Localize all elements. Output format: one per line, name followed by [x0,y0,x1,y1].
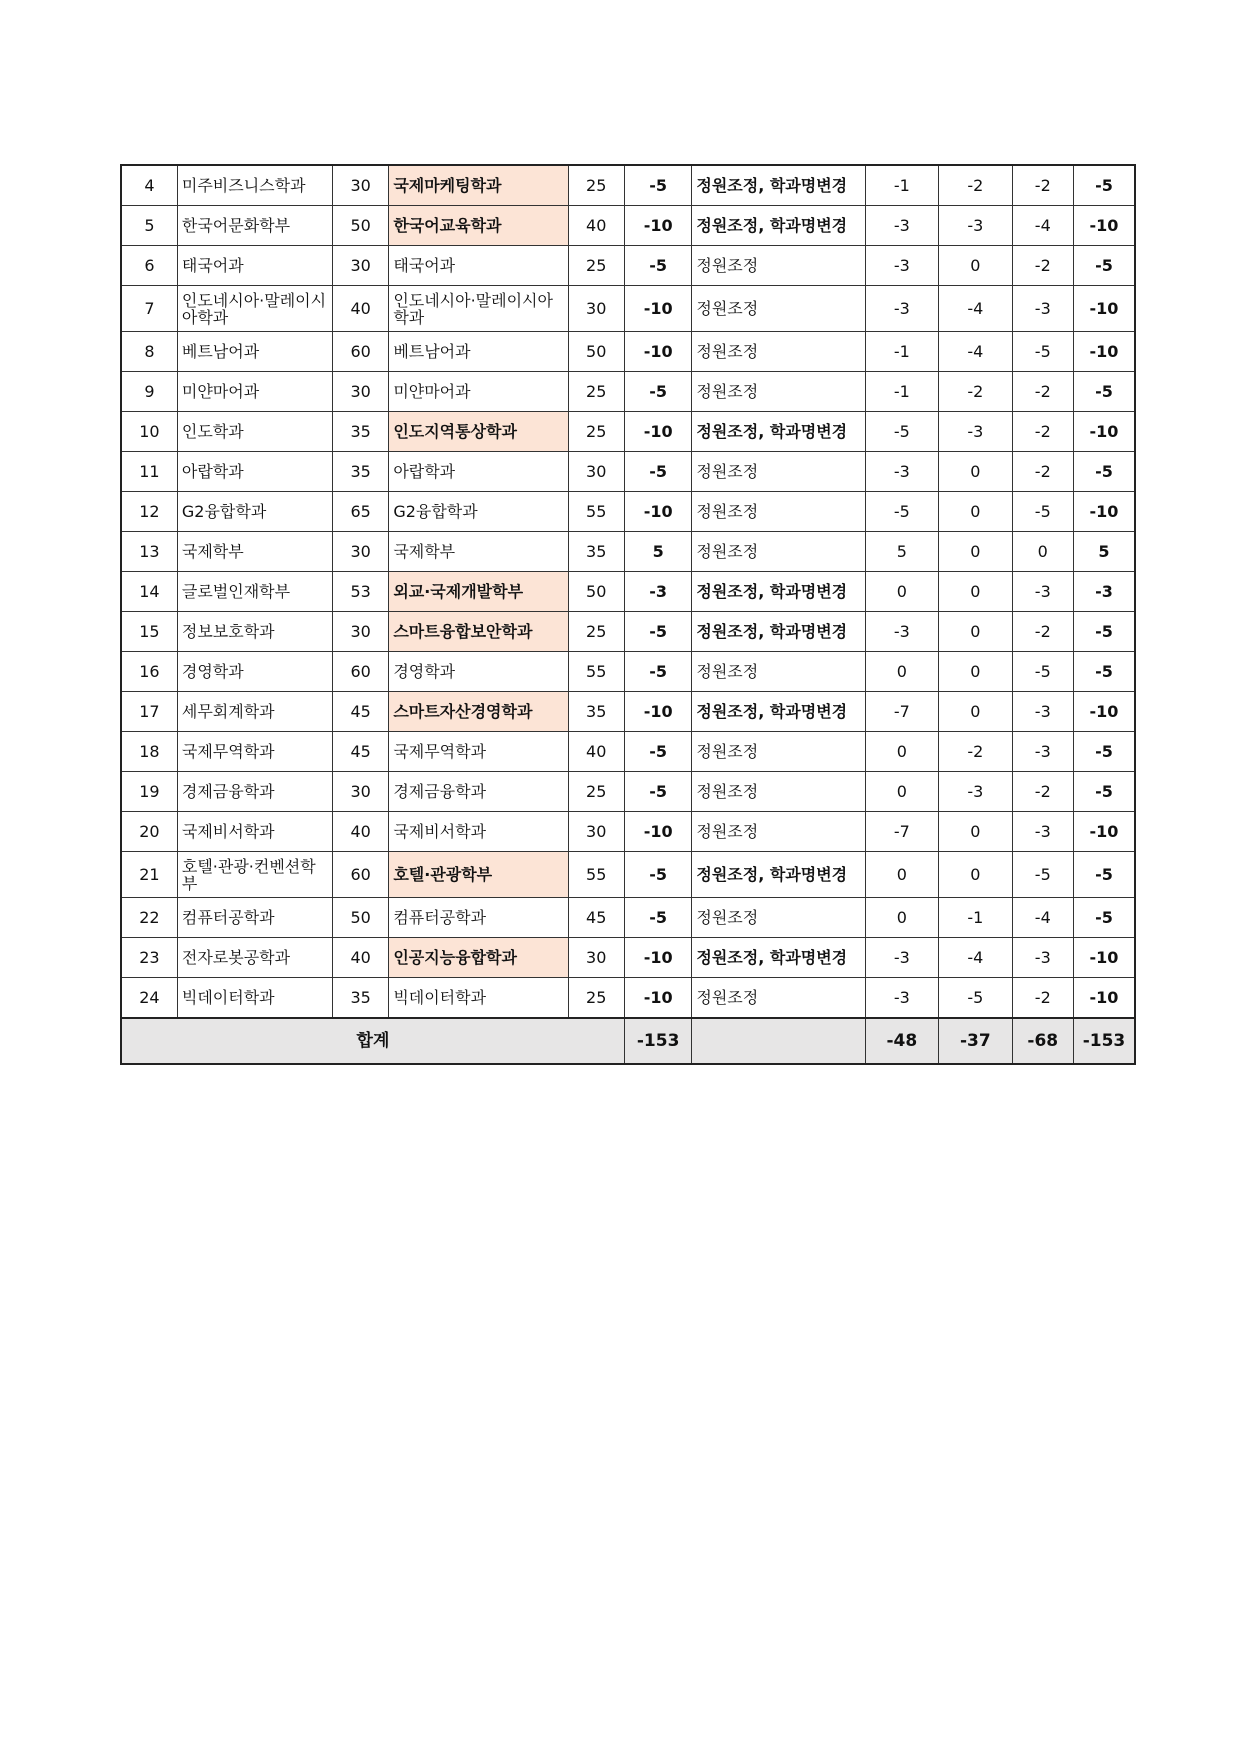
row-number: 11 [121,452,177,492]
sum-change: -10 [1073,938,1135,978]
quota-difference: -5 [624,772,691,812]
quota-difference: -10 [624,812,691,852]
year1-change: 0 [865,732,939,772]
new-dept-name: 인도지역통상학과 [389,412,568,452]
row-number: 16 [121,652,177,692]
year1-change: -3 [865,612,939,652]
year3-change: -5 [1012,492,1073,532]
change-note: 정원조정 [692,772,865,812]
year3-change: -3 [1012,812,1073,852]
current-quota: 40 [332,938,388,978]
sum-change: 5 [1073,532,1135,572]
new-dept-name: 국제학부 [389,532,568,572]
new-quota: 35 [568,692,624,732]
change-note: 정원조정 [692,372,865,412]
year1-change: -3 [865,452,939,492]
sum-change: -10 [1073,332,1135,372]
year2-change: -1 [939,898,1013,938]
year1-change: -3 [865,206,939,246]
change-note: 정원조정 [692,286,865,332]
sum-change: -5 [1073,372,1135,412]
year1-change: -1 [865,165,939,206]
year2-change: -2 [939,165,1013,206]
table-row [121,772,1135,812]
row-number: 8 [121,332,177,372]
current-dept-name: 한국어문화학부 [177,206,332,246]
table-row [121,165,1135,206]
quota-difference: -10 [624,332,691,372]
year1-change: -1 [865,332,939,372]
quota-difference: -10 [624,206,691,246]
sum-change: -10 [1073,812,1135,852]
year1-change: -7 [865,812,939,852]
year3-change: -2 [1012,452,1073,492]
current-dept-name: 호텔·관광·컨벤션학부 [177,852,332,898]
new-quota: 25 [568,246,624,286]
new-dept-name: 컴퓨터공학과 [389,898,568,938]
change-note: 정원조정, 학과명변경 [692,165,865,206]
year2-change: 0 [939,492,1013,532]
table-row [121,206,1135,246]
year1-change: -5 [865,492,939,532]
new-quota: 25 [568,612,624,652]
quota-difference: -10 [624,412,691,452]
year2-change: 0 [939,652,1013,692]
year1-change: -3 [865,938,939,978]
year1-change: 0 [865,852,939,898]
sum-change: -10 [1073,206,1135,246]
change-note: 정원조정 [692,246,865,286]
year1-change: -7 [865,692,939,732]
quota-difference: -5 [624,652,691,692]
row-number: 18 [121,732,177,772]
year2-change: 0 [939,532,1013,572]
table-row [121,652,1135,692]
current-quota: 45 [332,732,388,772]
sum-change: -10 [1073,978,1135,1019]
year3-change: -5 [1012,652,1073,692]
current-quota: 35 [332,452,388,492]
new-quota: 55 [568,852,624,898]
row-number: 5 [121,206,177,246]
current-dept-name: 전자로봇공학과 [177,938,332,978]
current-quota: 30 [332,532,388,572]
row-number: 21 [121,852,177,898]
current-quota: 53 [332,572,388,612]
year1-change: 0 [865,652,939,692]
sum-change: -5 [1073,652,1135,692]
new-dept-name: 국제무역학과 [389,732,568,772]
change-note: 정원조정 [692,732,865,772]
table-row [121,452,1135,492]
current-quota: 40 [332,812,388,852]
new-quota: 30 [568,452,624,492]
row-number: 12 [121,492,177,532]
new-dept-name: 인공지능융합학과 [389,938,568,978]
table-body [121,165,1135,1018]
year3-change: -3 [1012,732,1073,772]
year2-change: 0 [939,246,1013,286]
new-quota: 30 [568,812,624,852]
year3-change: -5 [1012,852,1073,898]
table-row [121,852,1135,898]
current-dept-name: 태국어과 [177,246,332,286]
total-year2: -37 [939,1018,1013,1064]
table-row [121,978,1135,1019]
new-dept-name: 빅데이터학과 [389,978,568,1019]
current-dept-name: 미얀마어과 [177,372,332,412]
year1-change: -3 [865,286,939,332]
new-quota: 25 [568,772,624,812]
table-row [121,246,1135,286]
quota-difference: -5 [624,372,691,412]
current-dept-name: 인도학과 [177,412,332,452]
sum-change: -10 [1073,286,1135,332]
current-dept-name: 정보보호학과 [177,612,332,652]
new-dept-name: 호텔·관광학부 [389,852,568,898]
change-note: 정원조정 [692,452,865,492]
year1-change: -1 [865,372,939,412]
sum-change: -5 [1073,246,1135,286]
year3-change: -2 [1012,412,1073,452]
change-note: 정원조정 [692,532,865,572]
change-note: 정원조정, 학과명변경 [692,938,865,978]
current-dept-name: 경영학과 [177,652,332,692]
current-dept-name: 빅데이터학과 [177,978,332,1019]
sum-change: -5 [1073,452,1135,492]
sum-change: -10 [1073,412,1135,452]
table-row [121,372,1135,412]
total-label: 합계 [121,1018,624,1064]
table-row [121,898,1135,938]
sum-change: -5 [1073,165,1135,206]
current-quota: 35 [332,978,388,1019]
quota-difference: 5 [624,532,691,572]
new-quota: 30 [568,286,624,332]
current-quota: 30 [332,372,388,412]
year3-change: -4 [1012,206,1073,246]
total-year1: -48 [865,1018,939,1064]
row-number: 17 [121,692,177,732]
new-dept-name: 태국어과 [389,246,568,286]
row-number: 19 [121,772,177,812]
new-quota: 50 [568,332,624,372]
current-quota: 30 [332,246,388,286]
change-note: 정원조정, 학과명변경 [692,572,865,612]
change-note: 정원조정 [692,492,865,532]
year2-change: -5 [939,978,1013,1019]
year1-change: -5 [865,412,939,452]
year3-change: -2 [1012,372,1073,412]
new-dept-name: 스마트융합보안학과 [389,612,568,652]
year2-change: -4 [939,332,1013,372]
current-quota: 30 [332,165,388,206]
row-number: 13 [121,532,177,572]
table-row [121,412,1135,452]
new-dept-name: 국제비서학과 [389,812,568,852]
current-dept-name: 국제무역학과 [177,732,332,772]
row-number: 22 [121,898,177,938]
year3-change: -3 [1012,286,1073,332]
quota-adjustment-table [120,164,1136,1065]
year2-change: 0 [939,452,1013,492]
year2-change: 0 [939,852,1013,898]
quota-difference: -10 [624,286,691,332]
year2-change: -3 [939,206,1013,246]
new-quota: 30 [568,938,624,978]
table-row [121,286,1135,332]
year3-change: -3 [1012,572,1073,612]
quota-difference: -5 [624,732,691,772]
total-diff: -153 [624,1018,691,1064]
current-dept-name: G2융합학과 [177,492,332,532]
new-dept-name: 한국어교육학과 [389,206,568,246]
current-quota: 50 [332,206,388,246]
current-dept-name: 국제학부 [177,532,332,572]
current-dept-name: 베트남어과 [177,332,332,372]
row-number: 9 [121,372,177,412]
row-number: 15 [121,612,177,652]
new-quota: 55 [568,652,624,692]
table-row [121,938,1135,978]
table-row [121,692,1135,732]
year1-change: -3 [865,978,939,1019]
current-quota: 45 [332,692,388,732]
sum-change: -5 [1073,852,1135,898]
quota-difference: -3 [624,572,691,612]
new-quota: 35 [568,532,624,572]
table-row [121,732,1135,772]
sum-change: -3 [1073,572,1135,612]
year2-change: -3 [939,412,1013,452]
row-number: 20 [121,812,177,852]
table-row [121,492,1135,532]
year3-change: -5 [1012,332,1073,372]
row-number: 10 [121,412,177,452]
total-year3: -68 [1012,1018,1073,1064]
current-dept-name: 글로벌인재학부 [177,572,332,612]
change-note: 정원조정, 학과명변경 [692,612,865,652]
year2-change: -3 [939,772,1013,812]
table-row [121,532,1135,572]
new-dept-name: 스마트자산경영학과 [389,692,568,732]
year1-change: -3 [865,246,939,286]
current-dept-name: 경제금융학과 [177,772,332,812]
new-quota: 25 [568,978,624,1019]
row-number: 24 [121,978,177,1019]
current-quota: 30 [332,772,388,812]
sum-change: -10 [1073,692,1135,732]
new-dept-name: 미얀마어과 [389,372,568,412]
quota-difference: -5 [624,852,691,898]
table-row [121,332,1135,372]
quota-difference: -10 [624,978,691,1019]
total-note-empty [692,1018,865,1064]
change-note: 정원조정, 학과명변경 [692,692,865,732]
year2-change: 0 [939,572,1013,612]
new-dept-name: 아랍학과 [389,452,568,492]
current-dept-name: 아랍학과 [177,452,332,492]
new-quota: 25 [568,372,624,412]
new-dept-name: 경제금융학과 [389,772,568,812]
year3-change: -2 [1012,772,1073,812]
change-note: 정원조정 [692,652,865,692]
new-quota: 25 [568,165,624,206]
table-row [121,572,1135,612]
current-quota: 50 [332,898,388,938]
year1-change: 0 [865,572,939,612]
change-note: 정원조정, 학과명변경 [692,852,865,898]
year2-change: 0 [939,692,1013,732]
quota-difference: -5 [624,612,691,652]
year2-change: -4 [939,286,1013,332]
new-quota: 25 [568,412,624,452]
quota-difference: -5 [624,898,691,938]
new-quota: 55 [568,492,624,532]
quota-difference: -5 [624,165,691,206]
year3-change: -3 [1012,938,1073,978]
year3-change: -2 [1012,165,1073,206]
row-number: 6 [121,246,177,286]
sum-change: -5 [1073,732,1135,772]
new-dept-name: 인도네시아·말레이시아학과 [389,286,568,332]
row-number: 4 [121,165,177,206]
current-quota: 60 [332,652,388,692]
total-sum: -153 [1073,1018,1135,1064]
year3-change: -3 [1012,692,1073,732]
quota-difference: -5 [624,452,691,492]
year3-change: -4 [1012,898,1073,938]
current-dept-name: 컴퓨터공학과 [177,898,332,938]
quota-difference: -10 [624,492,691,532]
current-dept-name: 세무회계학과 [177,692,332,732]
quota-difference: -10 [624,938,691,978]
change-note: 정원조정 [692,898,865,938]
change-note: 정원조정, 학과명변경 [692,412,865,452]
quota-difference: -10 [624,692,691,732]
new-dept-name: 경영학과 [389,652,568,692]
new-quota: 40 [568,732,624,772]
new-quota: 50 [568,572,624,612]
year2-change: 0 [939,612,1013,652]
current-dept-name: 국제비서학과 [177,812,332,852]
current-quota: 35 [332,412,388,452]
year2-change: -2 [939,372,1013,412]
year2-change: -2 [939,732,1013,772]
year3-change: -2 [1012,612,1073,652]
new-dept-name: 외교·국제개발학부 [389,572,568,612]
sum-change: -5 [1073,898,1135,938]
year3-change: 0 [1012,532,1073,572]
table-row [121,612,1135,652]
year1-change: 5 [865,532,939,572]
row-number: 7 [121,286,177,332]
current-quota: 65 [332,492,388,532]
new-dept-name: 베트남어과 [389,332,568,372]
row-number: 14 [121,572,177,612]
quota-difference: -5 [624,246,691,286]
current-quota: 30 [332,612,388,652]
new-quota: 40 [568,206,624,246]
year1-change: 0 [865,772,939,812]
sum-change: -5 [1073,772,1135,812]
new-quota: 45 [568,898,624,938]
change-note: 정원조정 [692,978,865,1019]
year3-change: -2 [1012,978,1073,1019]
change-note: 정원조정 [692,332,865,372]
year3-change: -2 [1012,246,1073,286]
current-quota: 60 [332,852,388,898]
row-number: 23 [121,938,177,978]
year2-change: 0 [939,812,1013,852]
current-dept-name: 인도네시아·말레이시아학과 [177,286,332,332]
total-row [121,1018,1135,1064]
change-note: 정원조정, 학과명변경 [692,206,865,246]
change-note: 정원조정 [692,812,865,852]
sum-change: -5 [1073,612,1135,652]
new-dept-name: 국제마케팅학과 [389,165,568,206]
table-row [121,812,1135,852]
current-quota: 40 [332,286,388,332]
year2-change: -4 [939,938,1013,978]
sum-change: -10 [1073,492,1135,532]
current-dept-name: 미주비즈니스학과 [177,165,332,206]
current-quota: 60 [332,332,388,372]
new-dept-name: G2융합학과 [389,492,568,532]
year1-change: 0 [865,898,939,938]
